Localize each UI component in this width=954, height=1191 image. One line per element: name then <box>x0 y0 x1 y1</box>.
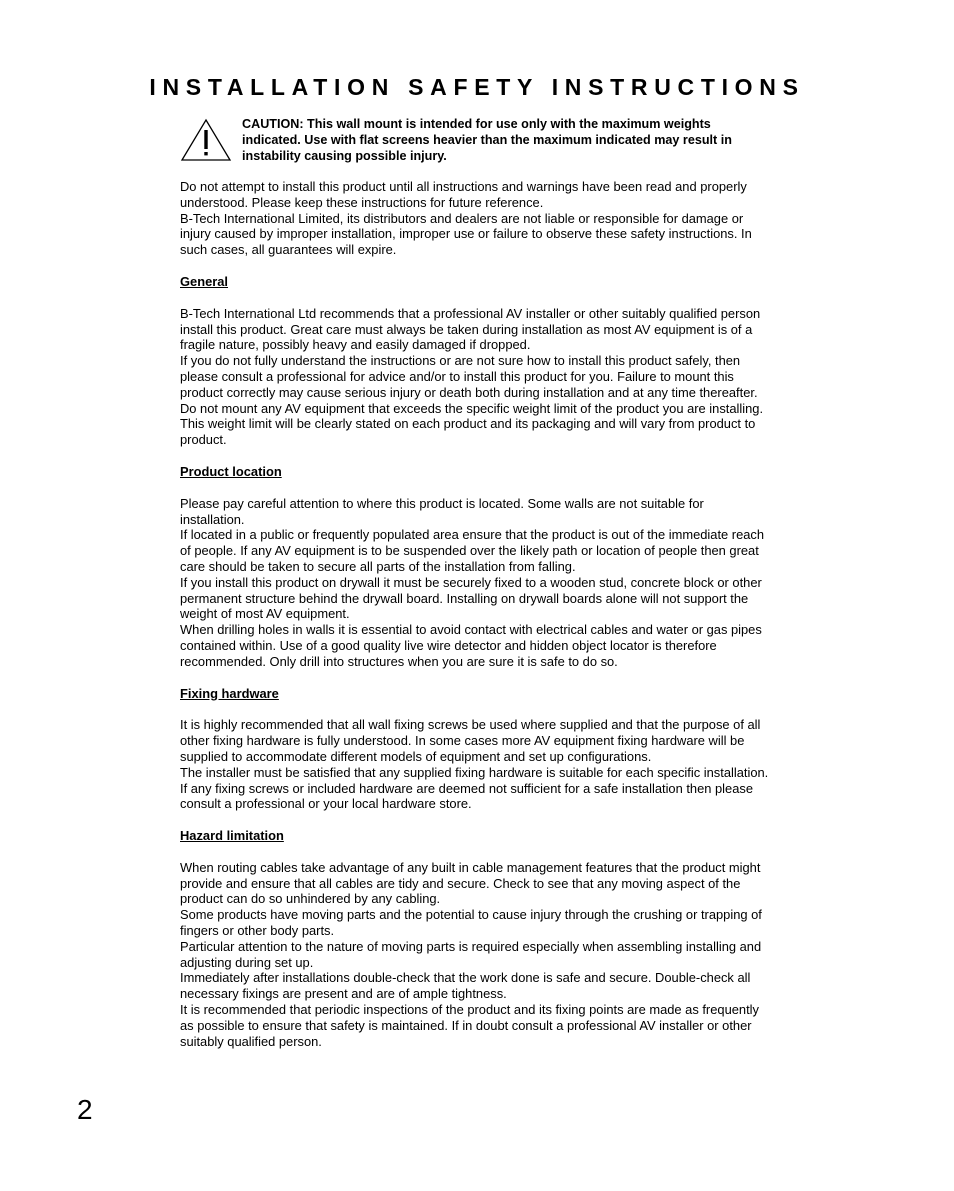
page-number: 2 <box>77 1094 93 1125</box>
paragraph: B-Tech International Ltd recommends that a professional AV installer or other suitably qualified person install this product. Great care must always be taken during installation as most AV equipment is of a fragile nature, possibly heavy and easily damaged if dropped. <box>180 305 761 353</box>
section-heading-product-location: Product location <box>180 463 282 479</box>
paragraph: Please pay careful attention to where this product is located. Some walls are not suitable for installation. <box>180 495 704 527</box>
paragraph: When drilling holes in walls it is essential to avoid contact with electrical cables and water or gas pipes contained within. Use of a good quality live wire detector and hidden object locator is therefore recommended. Only drill into structures when you are sure it is safe to do so. <box>180 622 762 669</box>
paragraph: Particular attention to the nature of moving parts is required especially when assembling installing and adjusting during set up. <box>180 938 762 970</box>
paragraph: It is highly recommended that all wall fixing screws be used where supplied and that the purpose of all other fixing hardware is fully understood. In some cases more AV equipment fixing hardware will be supplied to accommodate different models of equipment and set up configurations. <box>180 717 761 764</box>
paragraph: If you do not fully understand the instructions or are not sure how to install this product safely, then please consult a professional for advice and/or to install this product for you. Failure to mount this product correctly may cause serious injury or death both during installation and at any time thereafter. <box>180 353 758 400</box>
instructions-body <box>180 179 770 1049</box>
warning-triangle-icon <box>180 118 232 162</box>
paragraph: The installer must be satisfied that any supplied fixing hardware is suitable for each specific installation. If any fixing screws or included hardware are deemed not sufficient for a safe installation then please consult a professional or your local hardware store. <box>180 764 769 812</box>
page-title: INSTALLATION SAFETY INSTRUCTIONS <box>149 74 805 100</box>
section-heading-general: General <box>180 273 229 289</box>
paragraph: When routing cables take advantage of any built in cable management features that the product might provide and ensure that all cables are tidy and secure. Check to see that any moving aspect of the product can do so unhindered by any cabling. <box>180 859 761 907</box>
paragraph: If you install this product on drywall it must be securely fixed to a wooden stud, concrete block or other permanent structure behind the drywall board. Installing on drywall boards alone will not support the weight of most AV equipment. <box>180 574 762 622</box>
intro-paragraph: Do not attempt to install this product until all instructions and warnings have been read and properly understood. Please keep these instructions for future reference. <box>180 179 747 210</box>
section-heading-fixing-hardware: Fixing hardware <box>180 685 279 701</box>
paragraph: Immediately after installations double-check that the work done is safe and secure. Double-check all necessary fixings are present and are of ample tightness. <box>180 970 751 1002</box>
paragraph: It is recommended that periodic inspections of the product and its fixing points are made as frequently as possible to ensure that safety is maintained. If in doubt consult a professional AV installer or other suitably qualified person. <box>180 1002 759 1049</box>
caution-block <box>180 116 780 168</box>
section-heading-hazard-limitation: Hazard limitation <box>180 828 284 844</box>
paragraph: Some products have moving parts and the potential to cause injury through the crushing or trapping of fingers or other body parts. <box>180 907 762 939</box>
intro-paragraph: B-Tech International Limited, its distributors and dealers are not liable or responsible for damage or injury caused by improper installation, improper use or failure to observe these safety instructions. In such cases, all guarantees will expire. <box>180 210 752 258</box>
caution-text: CAUTION: This wall mount is intended for use only with the maximum weights indicated. Use with flat screens heavier than the maximum indicated may result in instability causing possible injury. <box>242 117 732 163</box>
paragraph: If located in a public or frequently populated area ensure that the product is out of the immediate reach of people. If any AV equipment is to be suspended over the likely path or location of people then great care should be taken to secure all parts of the installation from falling. <box>180 527 765 574</box>
paragraph: Do not mount any AV equipment that exceeds the specific weight limit of the product you are installing. This weight limit will be clearly stated on each product and its packaging and will vary from product to product. <box>180 400 764 448</box>
